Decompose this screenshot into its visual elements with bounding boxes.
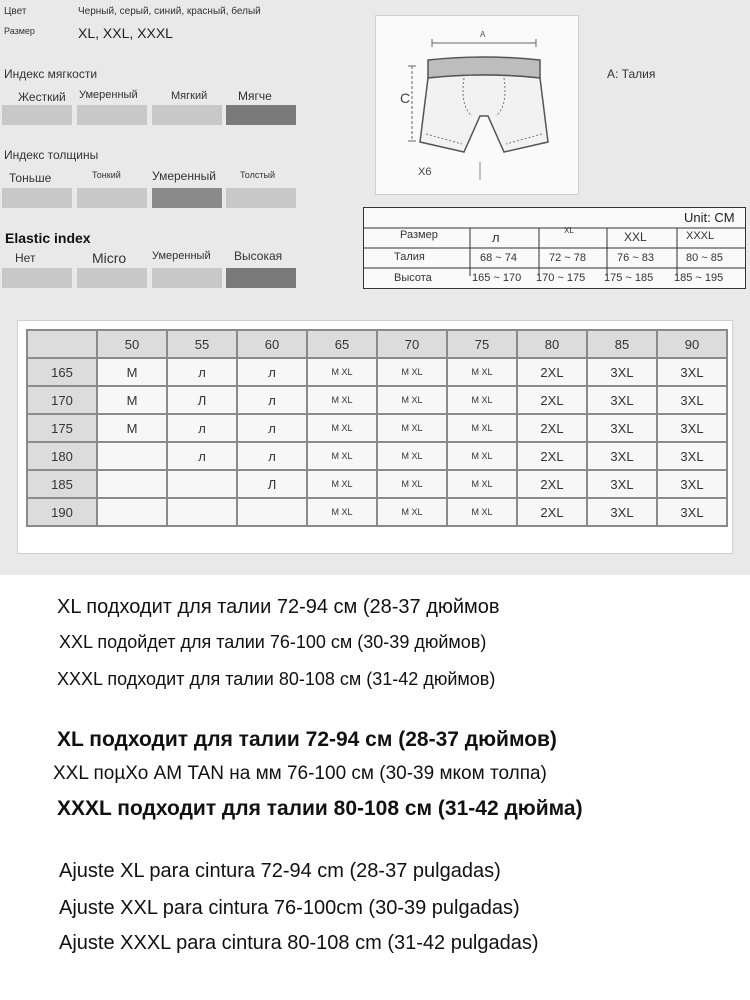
elastic-bar-4-selected	[226, 268, 296, 288]
size-grid-cell	[167, 470, 237, 498]
softness-option-softer: Мягче	[238, 89, 272, 103]
size-grid-col-header: 50	[97, 330, 167, 358]
size-grid-cell	[97, 442, 167, 470]
note-xl-2: XL подходит для талии 72-94 см (28-37 дюймов)	[57, 728, 557, 751]
size-grid-cell: 2XL	[517, 442, 587, 470]
boxer-size-diagram	[375, 15, 579, 195]
note-xxl-1: XXL подойдет для талии 76-100 см (30-39 дюймов)	[59, 632, 487, 652]
size-grid-cell: л	[237, 442, 307, 470]
size-grid-cell: M XL	[447, 442, 517, 470]
size-grid-col-header: 65	[307, 330, 377, 358]
size-grid-row	[27, 386, 727, 414]
size-grid-cell: 3XL	[587, 358, 657, 386]
size-grid-cell: л	[167, 358, 237, 386]
size-grid-cell: 3XL	[587, 386, 657, 414]
elastic-bar-1	[2, 268, 72, 288]
note-xxl-es: Ajuste XXL para cintura 76-100cm (30-39 pulgadas)	[59, 897, 520, 919]
elastic-bar-3	[152, 268, 222, 288]
size-grid-cell: M XL	[377, 358, 447, 386]
softness-option-moderate: Умеренный	[79, 89, 138, 101]
size-grid-cell: л	[167, 442, 237, 470]
size-grid-cell: M XL	[307, 498, 377, 526]
size-grid-panel	[17, 320, 733, 554]
size-grid-row-header: 190	[27, 498, 97, 526]
size-grid-cell: M XL	[377, 470, 447, 498]
size-grid-cell: M XL	[447, 358, 517, 386]
size-grid-cell	[97, 470, 167, 498]
thickness-option-moderate: Умеренный	[152, 169, 216, 183]
size-grid-row	[27, 442, 727, 470]
size-label: Размер	[4, 26, 35, 36]
thickness-bar-3-selected	[152, 188, 222, 208]
color-label: Цвет	[4, 6, 27, 17]
size-grid-cell: M	[97, 358, 167, 386]
size-grid-cell: M	[97, 386, 167, 414]
softness-bar-3	[152, 105, 222, 125]
size-grid-header-row	[27, 330, 727, 358]
spec-row-label-height: Высота	[394, 272, 432, 284]
size-grid-row	[27, 498, 727, 526]
size-grid-cell: M XL	[377, 498, 447, 526]
size-grid-col-header: 70	[377, 330, 447, 358]
elastic-option-none: Нет	[15, 251, 36, 265]
softness-bar-2	[77, 105, 147, 125]
spec-size-xxxl: XXXL	[686, 230, 715, 242]
diagram-label-c: C	[400, 90, 411, 106]
size-grid-cell: 2XL	[517, 358, 587, 386]
size-grid-cell: 3XL	[657, 470, 727, 498]
size-grid-cell: M XL	[307, 358, 377, 386]
size-grid-cell: 3XL	[657, 414, 727, 442]
spec-height-4: 185 ~ 195	[674, 272, 724, 284]
size-grid-cell: 2XL	[517, 498, 587, 526]
size-grid-cell: M XL	[447, 498, 517, 526]
spec-waist-4: 80 ~ 85	[686, 252, 724, 264]
size-value: XL, XXL, XXXL	[78, 25, 173, 41]
spec-unit: Unit: CM	[684, 210, 735, 225]
size-grid-cell: 3XL	[657, 442, 727, 470]
spec-row-label-size: Размер	[400, 229, 438, 241]
elastic-option-micro: Micro	[92, 250, 127, 266]
note-xxxl-es: Ajuste XXXL para cintura 80-108 cm (31-42 pulgadas)	[59, 932, 539, 954]
diagram-legend: A: Талия	[607, 67, 656, 81]
size-grid-cell: M XL	[307, 386, 377, 414]
thickness-option-thin: Тонкий	[92, 170, 121, 180]
note-xxxl-1: XXXL подходит для талии 80-108 см (31-42 дюймов)	[57, 669, 496, 689]
size-grid-cell: M XL	[307, 442, 377, 470]
spec-size-l: л	[492, 230, 500, 245]
size-grid-cell	[237, 498, 307, 526]
size-grid-cell: M XL	[377, 386, 447, 414]
spec-height-3: 175 ~ 185	[604, 272, 654, 284]
size-grid-col-header: 85	[587, 330, 657, 358]
size-grid-cell: M XL	[447, 470, 517, 498]
size-grid-row-header: 175	[27, 414, 97, 442]
size-grid-cell: 3XL	[657, 358, 727, 386]
size-grid-cell: 3XL	[587, 470, 657, 498]
note-xl-es: Ajuste XL para cintura 72-94 cm (28-37 pulgadas)	[59, 860, 501, 882]
size-grid-cell: M XL	[447, 386, 517, 414]
spec-waist-1: 68 ~ 74	[480, 252, 518, 264]
spec-row-label-waist: Талия	[394, 251, 425, 263]
size-grid-col-header: 75	[447, 330, 517, 358]
size-grid-corner	[27, 330, 97, 358]
size-grid-cell: 2XL	[517, 470, 587, 498]
thickness-option-thick: Толстый	[240, 170, 275, 180]
thickness-bar-2	[77, 188, 147, 208]
size-grid-col-header: 90	[657, 330, 727, 358]
diagram-label-x: X6	[418, 166, 432, 178]
elastic-bar-2	[77, 268, 147, 288]
spec-waist-3: 76 ~ 83	[617, 252, 655, 264]
thickness-option-thinner: Тоньше	[9, 171, 52, 185]
size-grid-cell: M	[97, 414, 167, 442]
size-grid-cell: 3XL	[657, 498, 727, 526]
size-grid-row-header: 180	[27, 442, 97, 470]
softness-title: Индекс мягкости	[4, 67, 98, 81]
size-spec-table	[363, 207, 746, 289]
size-grid-cell: M XL	[447, 414, 517, 442]
thickness-bar-1	[2, 188, 72, 208]
size-grid-cell: 3XL	[587, 414, 657, 442]
size-grid-cell: 2XL	[517, 386, 587, 414]
spec-height-2: 170 ~ 175	[536, 272, 586, 284]
size-grid-cell: 3XL	[587, 498, 657, 526]
size-grid-cell: 2XL	[517, 414, 587, 442]
elastic-option-moderate: Умеренный	[152, 250, 211, 262]
size-grid-col-header: 80	[517, 330, 587, 358]
elastic-title: Elastic index	[5, 230, 91, 246]
size-grid-row	[27, 470, 727, 498]
size-grid-cell: Л	[167, 386, 237, 414]
size-grid-cell: M XL	[377, 442, 447, 470]
note-xxxl-2: XXXL подходит для талии 80-108 см (31-42 дюйма)	[57, 797, 583, 820]
size-grid-row-header: 185	[27, 470, 97, 498]
diagram-label-a: A	[480, 30, 486, 39]
size-grid-cell: M XL	[377, 414, 447, 442]
size-grid-row	[27, 358, 727, 386]
note-xxl-2: XXL поµХо АМ TAN на мм 76-100 см (30-39 мком толпа)	[53, 763, 547, 784]
size-grid-cell: л	[167, 414, 237, 442]
softness-bar-1	[2, 105, 72, 125]
thickness-bar-4	[226, 188, 296, 208]
spec-waist-2: 72 ~ 78	[549, 252, 587, 264]
size-grid-row	[27, 414, 727, 442]
size-grid-cell: M XL	[307, 414, 377, 442]
size-grid-cell	[97, 498, 167, 526]
softness-bar-4-selected	[226, 105, 296, 125]
size-grid-cell: л	[237, 358, 307, 386]
note-xl-1: XL подходит для талии 72-94 см (28-37 дюймов	[57, 596, 500, 618]
size-grid-col-header: 60	[237, 330, 307, 358]
spec-height-1: 165 ~ 170	[472, 272, 522, 284]
size-grid-cell: 3XL	[587, 442, 657, 470]
size-grid-cell: л	[237, 386, 307, 414]
size-grid-cell: 3XL	[657, 386, 727, 414]
size-grid-row-header: 170	[27, 386, 97, 414]
size-grid-col-header: 55	[167, 330, 237, 358]
softness-option-hard: Жесткий	[18, 90, 66, 104]
size-grid-cell: л	[237, 414, 307, 442]
thickness-title: Индекс толщины	[4, 148, 99, 162]
size-grid-table	[26, 329, 728, 527]
size-grid-cell	[167, 498, 237, 526]
size-grid-row-header: 165	[27, 358, 97, 386]
size-grid-cell: M XL	[307, 470, 377, 498]
size-grid-cell: Л	[237, 470, 307, 498]
spec-size-xl: XL	[564, 226, 574, 235]
elastic-option-high: Высокая	[234, 249, 283, 263]
softness-option-soft: Мягкий	[171, 90, 208, 102]
spec-size-xxl: XXL	[624, 230, 647, 244]
color-value: Черный, серый, синий, красный, белый	[78, 6, 261, 17]
